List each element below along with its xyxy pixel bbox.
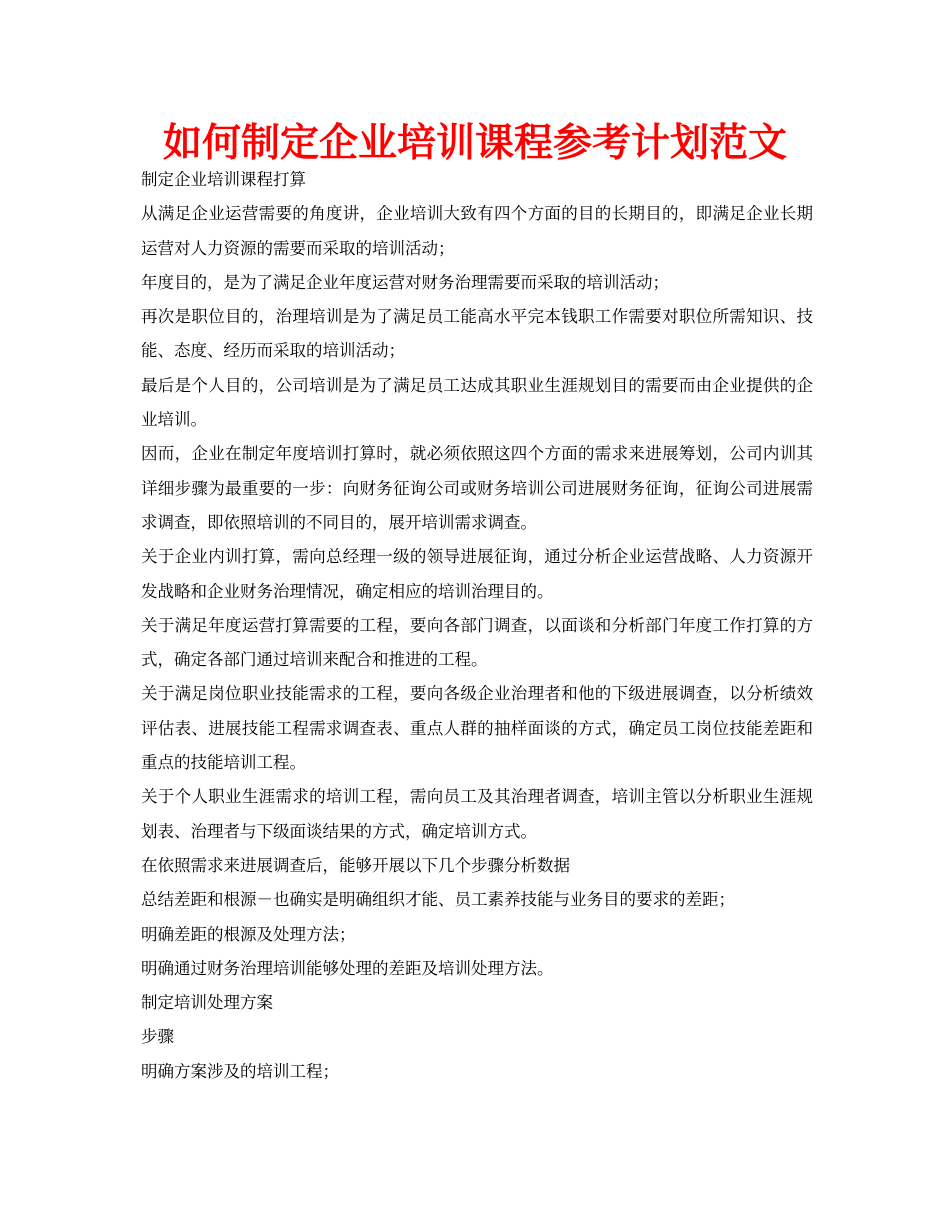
heading-solution: 制定培训处理方案 — [141, 993, 273, 1013]
paragraph: 关于满足年度运营打算需要的工程，要向各部门调查，以面谈和分析部门年度工作打算的方式，确定各部门通过培训来配合和推进的工程。 — [141, 615, 813, 670]
paragraph: 明确通过财务治理培训能够处理的差距及培训处理方法。 — [141, 958, 554, 978]
paragraph: 关于满足岗位职业技能需求的工程，要向各级企业治理者和他的下级进展调查，以分析绩效评估表、进展技能工程需求调查表、重点人群的抽样面谈的方式，确定员工岗位技能差距和重点的技能培训工程。 — [141, 684, 813, 773]
document-body — [141, 163, 813, 1089]
paragraph: 在依照需求来进展调查后，能够开展以下几个步骤分析数据 — [141, 855, 570, 875]
paragraph: 最后是个人目的，公司培训是为了满足员工达成其职业生涯规划目的需要而由企业提供的企业培训。 — [141, 375, 813, 430]
paragraph: 明确差距的根源及处理方法； — [141, 924, 356, 944]
paragraph: 关于个人职业生涯需求的培训工程，需向员工及其治理者调查，培训主管以分析职业生涯规划表、治理者与下级面谈结果的方式，确定培训方式。 — [141, 787, 813, 841]
paragraph: 因而，企业在制定年度培训打算时，就必须依照这四个方面的需求来进展筹划，公司内训其详细步骤为最重要的一步：向财务征询公司或财务培训公司进展财务征询，征询公司进展需求调查，即依照培训的不同目的，展开培训需求调查。 — [141, 444, 813, 532]
paragraph: 再次是职位目的，治理培训是为了满足员工能高水平完本钱职工作需要对职位所需知识、技能、态度、经历而采取的培训活动； — [141, 307, 813, 361]
heading-steps: 步骤 — [141, 1027, 174, 1047]
paragraph: 总结差距和根源－也确实是明确组织才能、员工素养技能与业务目的要求的差距； — [141, 890, 735, 910]
heading-plan: 制定企业培训课程打算 — [141, 170, 306, 189]
paragraph: 关于企业内训打算，需向总经理一级的领导进展征询，通过分析企业运营战略、人力资源开发战略和企业财务治理情况，确定相应的培训治理目的。 — [141, 547, 813, 601]
paragraph: 明确方案涉及的培训工程； — [141, 1061, 339, 1081]
document-title: 如何制定企业培训课程参考计划范文 — [162, 121, 787, 166]
paragraph: 从满足企业运营需要的角度讲，企业培训大致有四个方面的目的长期目的，即满足企业长期运营对人力资源的需要而采取的培训活动； — [141, 204, 813, 258]
paragraph: 年度目的，是为了满足企业年度运营对财务治理需要而采取的培训活动； — [141, 272, 669, 292]
